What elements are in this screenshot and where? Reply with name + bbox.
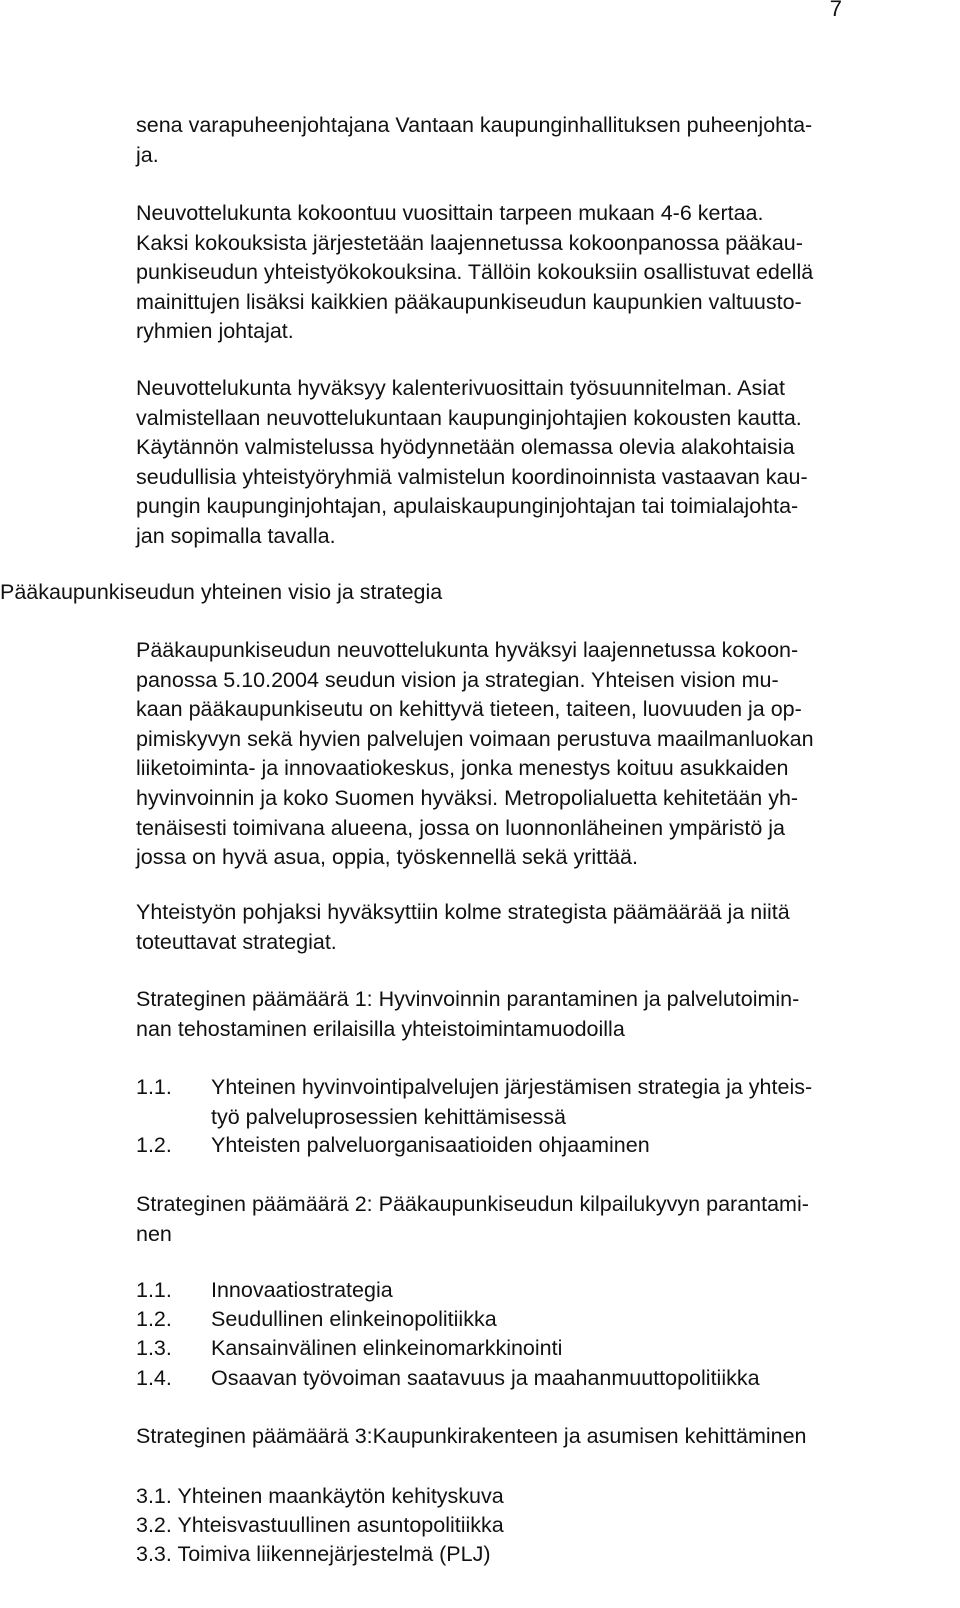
list-item xyxy=(136,1364,760,1394)
text-line: ja. xyxy=(136,142,159,167)
list-item-number: 1.1. xyxy=(136,1278,172,1302)
list-item-text: Seudullinen elinkeinopolitiikka xyxy=(211,1307,497,1331)
paragraph-vision xyxy=(136,636,948,873)
list-item-text: työ palveluprosessien kehittämisessä xyxy=(211,1104,566,1129)
text-line: nan tehostaminen erilaisilla yhteistoimintamuodoilla xyxy=(136,1016,625,1041)
text-line: Yhteistyön pohjaksi hyväksyttiin kolme strategista päämäärää ja niitä xyxy=(136,900,790,924)
text-line: panossa 5.10.2004 seudun vision ja strategian. Yhteisen vision mu- xyxy=(136,667,779,692)
list-item-text: Kansainvälinen elinkeinomarkkinointi xyxy=(211,1336,563,1360)
text-line: jan sopimalla tavalla. xyxy=(136,523,336,548)
goal-2-heading xyxy=(136,1190,948,1249)
text-line: Strateginen päämäärä 3:Kaupunkirakenteen ja asumisen kehittäminen xyxy=(136,1424,807,1448)
text-line: seudullisia yhteistyöryhmiä valmistelun koordinoinnista vastaavan kau- xyxy=(136,464,808,489)
list-item-text: Yhteinen hyvinvointipalvelujen järjestämisen strategia ja yhteis- xyxy=(211,1075,813,1099)
list-item xyxy=(136,1276,393,1306)
list-item-text: Osaavan työvoiman saatavuus ja maahanmuuttopolitiikka xyxy=(211,1366,760,1390)
text-line: kaan pääkaupunkiseutu on kehittyvä tieteen, taiteen, luovuuden ja op- xyxy=(136,697,802,722)
list-item-number: 1.3. xyxy=(136,1336,172,1360)
text-line: nen xyxy=(136,1221,172,1246)
text-line: toteuttavat strategiat. xyxy=(136,929,337,954)
list-item: 3.3. Toimiva liikennejärjestelmä (PLJ) xyxy=(136,1542,491,1566)
list-item xyxy=(136,1073,812,1132)
list-item: 3.2. Yhteisvastuullinen asuntopolitiikka xyxy=(136,1513,504,1537)
text-line: tenäisesti toimivana alueena, jossa on luonnonläheinen ympäristö ja xyxy=(136,815,785,840)
list-item xyxy=(136,1334,562,1364)
text-line: jossa on hyvä asua, oppia, työskennellä sekä yrittää. xyxy=(136,845,638,870)
paragraph-meetings xyxy=(136,199,948,347)
goal-1-heading xyxy=(136,985,948,1044)
text-line: punkiseudun yhteistyökokouksina. Tällöin kokouksiin osallistuvat edellä xyxy=(136,260,814,285)
goal-3-heading xyxy=(136,1422,948,1452)
list-item xyxy=(136,1305,497,1335)
text-line: Neuvottelukunta hyväksyy kalenterivuosittain työsuunnitelman. Asiat xyxy=(136,376,785,400)
text-line: sena varapuheenjohtajana Vantaan kaupunginhallituksen puheenjohta- xyxy=(136,113,813,137)
text-line: Kaksi kokouksista järjestetään laajennetussa kokoonpanossa pääkau- xyxy=(136,230,803,255)
text-line: hyvinvoinnin ja koko Suomen hyväksi. Metropolialuetta kehitetään yh- xyxy=(136,785,799,810)
text-line: pimiskyvyn sekä hyvien palvelujen voimaan perustuva maailmanluokan xyxy=(136,726,814,751)
list-item: 3.1. Yhteinen maankäytön kehityskuva xyxy=(136,1484,504,1508)
text-line: Käytännön valmistelussa hyödynnetään olemassa olevia alakohtaisia xyxy=(136,435,795,460)
paragraph-strategic-goals-intro xyxy=(136,898,948,957)
list-item xyxy=(136,1131,650,1161)
text-line: Strateginen päämäärä 2: Pääkaupunkiseudun kilpailukyvyn parantami- xyxy=(136,1192,809,1216)
list-item-number: 1.2. xyxy=(136,1133,172,1157)
text-line: pungin kaupunginjohtajan, apulaiskaupunginjohtajan tai toimialajohta- xyxy=(136,494,799,519)
list-item-number: 1.1. xyxy=(136,1075,172,1099)
text-line: Neuvottelukunta kokoontuu vuosittain tarpeen mukaan 4-6 kertaa. xyxy=(136,201,764,225)
text-line: mainittujen lisäksi kaikkien pääkaupunkiseudun kaupunkien valtuusto- xyxy=(136,289,802,314)
list-item-number: 1.4. xyxy=(136,1366,172,1390)
paragraph-intro-continuation xyxy=(136,111,948,170)
text-line: valmistellaan neuvottelukuntaan kaupunginjohtajien kokousten kautta. xyxy=(136,405,802,430)
text-line: ryhmien johtajat. xyxy=(136,319,294,344)
list-item-text: Innovaatiostrategia xyxy=(211,1278,393,1302)
page-number: 7 xyxy=(829,0,842,21)
text-line: Strateginen päämäärä 1: Hyvinvoinnin parantaminen ja palvelutoimin- xyxy=(136,987,800,1011)
text-line: Pääkaupunkiseudun neuvottelukunta hyväksyi laajennetussa kokoon- xyxy=(136,638,799,662)
text-line: liiketoiminta- ja innovaatiokeskus, jonka menestys koituu asukkaiden xyxy=(136,756,789,781)
list-item-number: 1.2. xyxy=(136,1307,172,1331)
list-item-text: Yhteisten palveluorganisaatioiden ohjaaminen xyxy=(211,1133,650,1157)
section-heading: Pääkaupunkiseudun yhteinen visio ja strategia xyxy=(0,580,443,604)
paragraph-work-plan xyxy=(136,374,948,552)
